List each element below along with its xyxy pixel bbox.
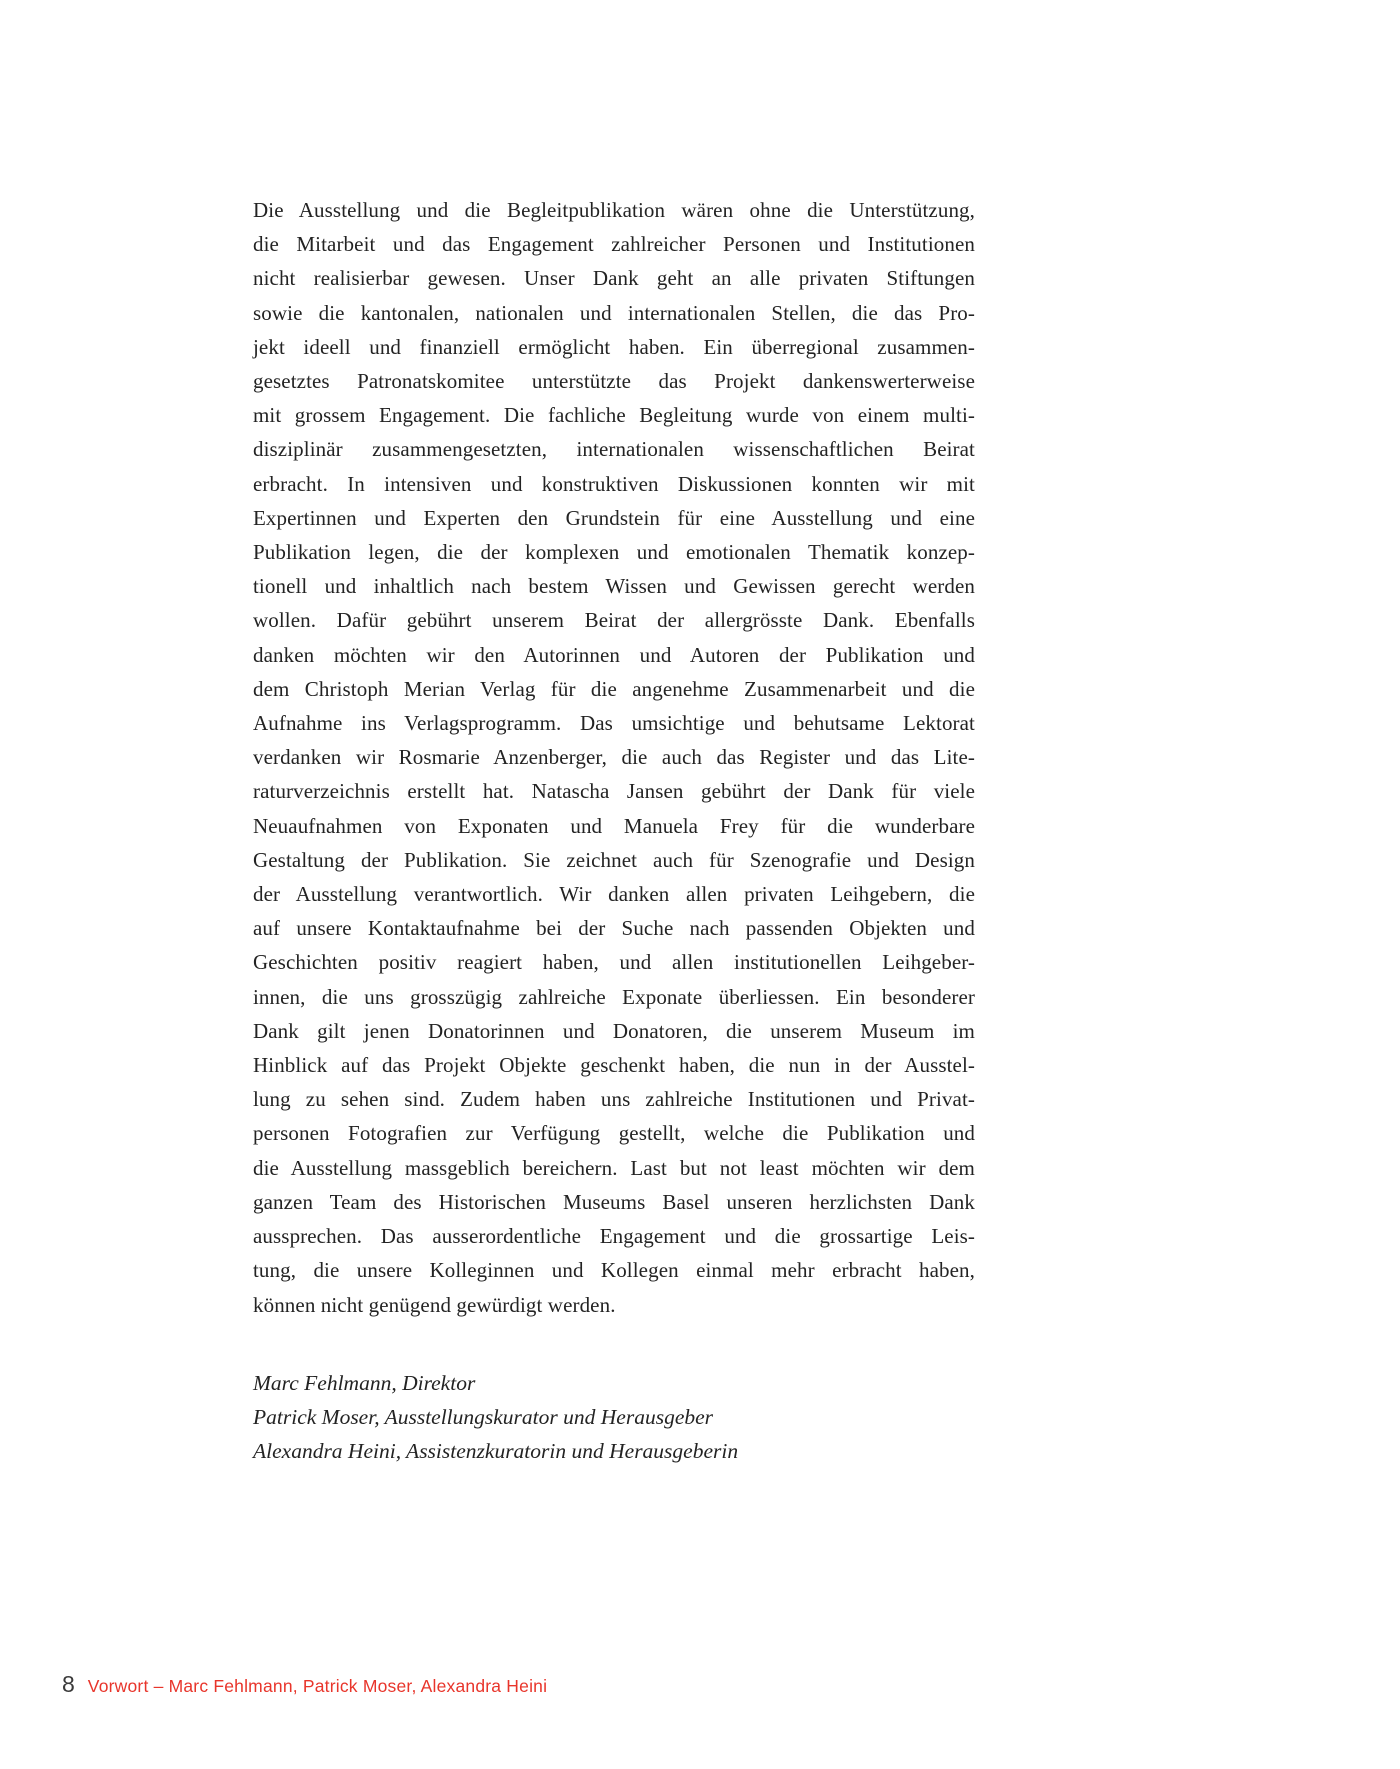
text-line: Gestaltung der Publikation. Sie zeichnet auch für Szenografie und Design [253,847,975,872]
signature-line: Marc Fehlmann, Direktor [253,1370,476,1395]
text-line: der Ausstellung verantwortlich. Wir danken allen privaten Leihgebern, die [253,882,975,907]
text-line: Neuaufnahmen von Exponaten und Manuela Frey für die wunderbare [253,813,975,838]
signature-line: Patrick Moser, Ausstellungskurator und Herausgeber [253,1404,714,1429]
text-line: danken möchten wir den Autorinnen und Autoren der Publikation und [253,642,975,667]
text-line: auf unsere Kontaktaufnahme bei der Suche nach passenden Objekten und [253,916,975,941]
text-line: tung, die unsere Kolleginnen und Kollegen einmal mehr erbracht haben, [253,1258,975,1283]
text-line: gesetztes Patronatskomitee unterstützte das Projekt dankenswerterweise [253,369,975,394]
signature-line: Alexandra Heini, Assistenzkuratorin und Herausgeberin [253,1439,739,1464]
text-line: sowie die kantonalen, nationalen und internationalen Stellen, die das Pro- [253,300,975,325]
text-line: dem Christoph Merian Verlag für die angenehme Zusammenarbeit und die [253,676,975,701]
preface-text-block [253,193,975,1468]
text-line: personen Fotografien zur Verfügung gestellt, welche die Publikation und [253,1121,975,1146]
text-line: raturverzeichnis erstellt hat. Natascha Jansen gebührt der Dank für viele [253,779,975,804]
text-line: Hinblick auf das Projekt Objekte geschenkt haben, die nun in der Ausstel- [253,1053,975,1078]
text-line: Expertinnen und Experten den Grundstein für eine Ausstellung und eine [253,505,975,530]
text-line: nicht realisierbar gewesen. Unser Dank geht an alle privaten Stiftungen [253,266,975,291]
text-line: aussprechen. Das ausserordentliche Engagement und die grossartige Leis- [253,1224,975,1249]
text-line: erbracht. In intensiven und konstruktiven Diskussionen konnten wir mit [253,471,975,496]
page-number: 8 [62,1671,75,1697]
text-line: wollen. Dafür gebührt unserem Beirat der allergrösste Dank. Ebenfalls [253,608,975,633]
text-line: Die Ausstellung und die Begleitpublikation wären ohne die Unterstützung, [253,198,975,222]
text-line: jekt ideell und finanziell ermöglicht haben. Ein überregional zusammen- [253,334,975,359]
text-line: Dank gilt jenen Donatorinnen und Donatoren, die unserem Museum im [253,1018,975,1043]
text-line: innen, die uns grosszügig zahlreiche Exponate überliessen. Ein besonderer [253,984,975,1009]
text-line: lung zu sehen sind. Zudem haben uns zahlreiche Institutionen und Privat- [253,1087,975,1112]
text-line: tionell und inhaltlich nach bestem Wissen und Gewissen gerecht werden [253,574,975,599]
text-line: Geschichten positiv reagiert haben, und allen institutionellen Leihgeber- [253,950,975,975]
text-line: die Ausstellung massgeblich bereichern. Last but not least möchten wir dem [253,1155,975,1180]
text-line: mit grossem Engagement. Die fachliche Begleitung wurde von einem multi- [253,403,975,428]
running-title: Vorwort – Marc Fehlmann, Patrick Moser, Alexandra Heini [87,1676,548,1696]
signature-block [253,1366,975,1469]
text-line: die Mitarbeit und das Engagement zahlreicher Personen und Institutionen [253,232,975,257]
text-line: ganzen Team des Historischen Museums Basel unseren herzlichsten Dank [253,1189,975,1214]
text-line: disziplinär zusammengesetzten, internationalen wissenschaftlichen Beirat [253,437,975,462]
text-line: Publikation legen, die der komplexen und emotionalen Thematik konzep- [253,540,975,565]
text-line: Aufnahme ins Verlagsprogramm. Das umsichtige und behutsame Lektorat [253,711,975,736]
text-line: verdanken wir Rosmarie Anzenberger, die auch das Register und das Lite- [253,745,975,770]
text-line: können nicht genügend gewürdigt werden. [253,1292,616,1317]
page-footer [62,1671,547,1698]
